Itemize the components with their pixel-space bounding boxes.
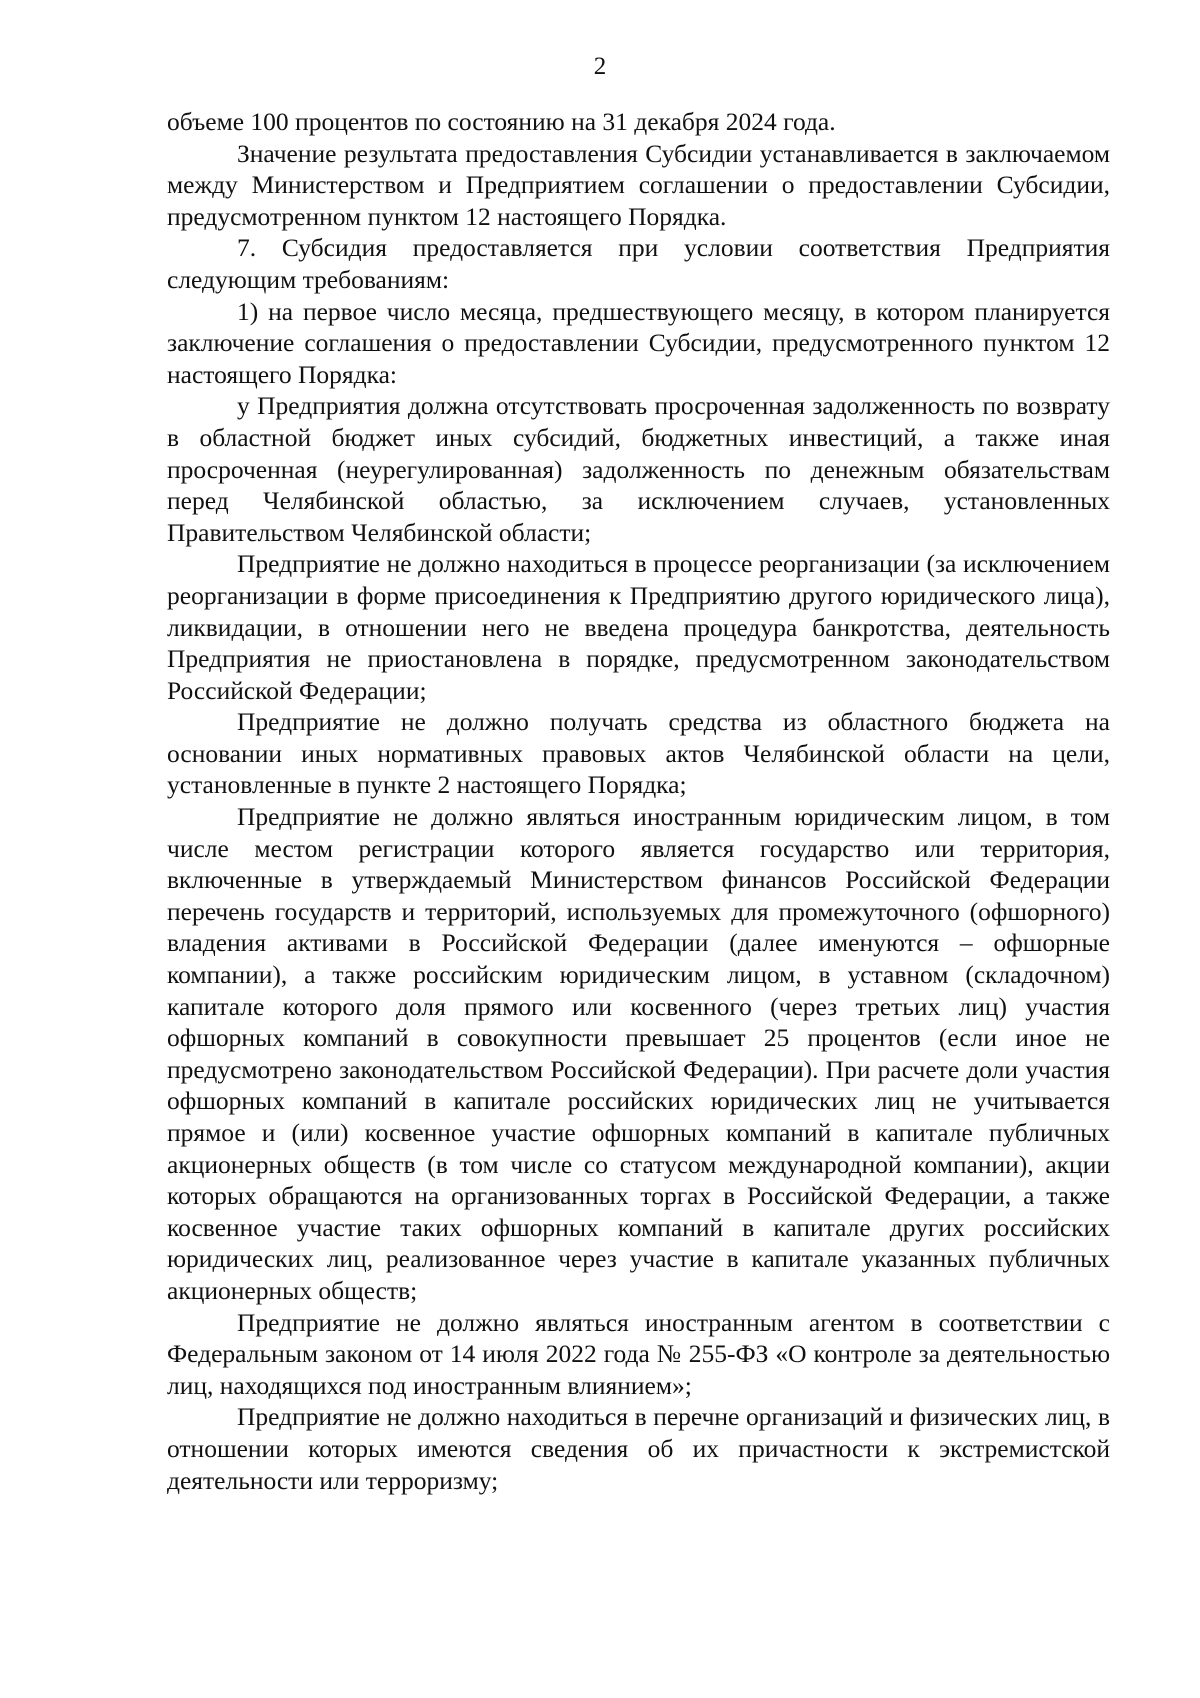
paragraph-no-debt: у Предприятия должна отсутствовать просроченная задолженность по возврату в областной бюджет иных субсидий, бюджетных инвестиций, а также иная просроченная (неурегулированная) задолженность по денежным обязательствам перед Челябинской областью, за исключением случаев, установленных Правительством Челябинской области; [167, 391, 1110, 547]
paragraph-no-reorganization: Предприятие не должно находиться в процессе реорганизации (за исключением реорганизации в форме присоединения к Предприятию другого юридического лица), ликвидации, в отношении него не введена процедура банкротства, деятельность Предприятия не приостановлена в порядке, предусмотренном законодательством Российской Федерации; [167, 549, 1110, 705]
document-body [167, 106, 1110, 1496]
paragraph-item-7: 7. Субсидия предоставляется при условии соответствия Предприятия следующим требованиям: [167, 233, 1110, 294]
paragraph-not-extremist-list: Предприятие не должно находиться в перечне организаций и физических лиц, в отношении которых имеются сведения об их причастности к экстремистской деятельности или терроризму; [167, 1402, 1110, 1495]
paragraph-subitem-1: 1) на первое число месяца, предшествующего месяцу, в котором планируется заключение соглашения о предоставлении Субсидии, предусмотренного пунктом 12 настоящего Порядка: [167, 296, 1110, 389]
paragraph-not-foreign-agent: Предприятие не должно являться иностранным агентом в соответствии с Федеральным законом от 14 июля 2022 года № 255-ФЗ «О контроле за деятельностью лиц, находящихся под иностранным влиянием»; [167, 1307, 1110, 1400]
paragraph-not-foreign-entity: Предприятие не должно являться иностранным юридическим лицом, в том числе местом регистрации которого является государство или территория, включенные в утверждаемый Министерством финансов Российской Федерации перечень государств и территорий, используемых для промежуточного (офшорного) владения активами в Российской Федерации (далее именуются – офшорные компании), а также российским юридическим лицом, в уставном (складочном) капитале которого доля прямого или косвенного (через третьих лиц) участия офшорных компаний в совокупности превышает 25 процентов (если иное не предусмотрено законодательством Российской Федерации). При расчете доли участия офшорных компаний в капитале российских юридических лиц не учитывается прямое и (или) косвенное участие офшорных компаний в капитале публичных акционерных обществ (в том числе со статусом международной компании), акции которых обращаются на организованных торгах в Российской Федерации, а также косвенное участие таких офшорных компаний в капитале других российских юридических лиц, реализованное через участие в капитале указанных публичных акционерных обществ; [167, 802, 1110, 1305]
paragraph-continuation: объеме 100 процентов по состоянию на 31 декабря 2024 года. [167, 107, 836, 136]
page-number: 2 [593, 53, 607, 80]
paragraph-no-other-funds: Предприятие не должно получать средства из областного бюджета на основании иных нормативных правовых актов Челябинской области на цели, установленные в пункте 2 настоящего Порядка; [167, 707, 1110, 800]
paragraph-result-value: Значение результата предоставления Субсидии устанавливается в заключаемом между Министерством и Предприятием соглашении о предоставлении Субсидии, предусмотренном пунктом 12 настоящего Порядка. [167, 138, 1110, 231]
